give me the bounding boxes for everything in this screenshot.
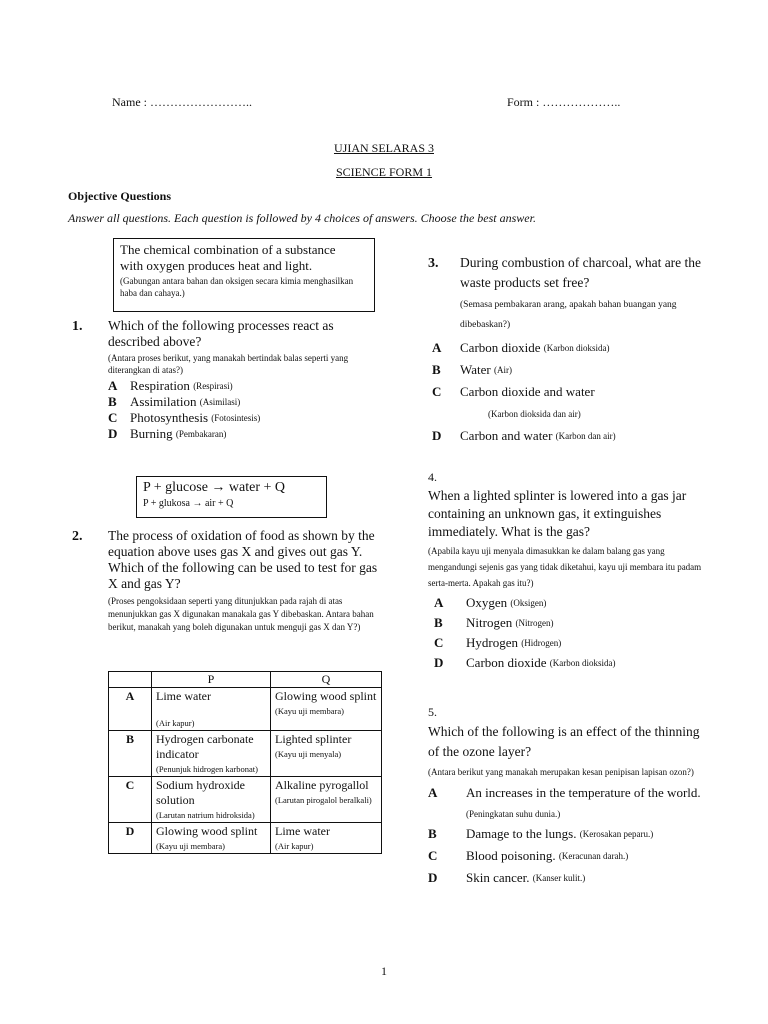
option-c[interactable] xyxy=(432,381,704,403)
option-malay: (Pembakaran) xyxy=(175,429,227,439)
table-row[interactable] xyxy=(109,731,382,777)
question-text: During combustion of charcoal, what are the waste products set free? xyxy=(460,255,702,290)
exam-subtitle: SCIENCE FORM 1 xyxy=(335,165,433,179)
table-row[interactable] xyxy=(109,823,382,854)
cell-p-malay: (Air kapur) xyxy=(156,718,195,728)
statement-line-2: with oxygen produces heat and light. xyxy=(120,258,313,273)
option-text: Skin cancer. xyxy=(466,870,530,885)
option-malay: (Respirasi) xyxy=(193,381,233,391)
option-text: Carbon dioxide xyxy=(460,340,541,355)
row-label: B xyxy=(109,731,152,777)
option-malay: (Kerosakan peparu.) xyxy=(579,829,654,839)
option-text: Hydrogen xyxy=(466,635,518,650)
option-text: Burning xyxy=(130,426,173,441)
option-letter: C xyxy=(434,635,444,650)
option-d[interactable] xyxy=(432,425,704,447)
answer-table xyxy=(108,671,382,854)
option-letter: C xyxy=(432,384,442,399)
cell-q-text: Lighted splinter xyxy=(275,732,352,746)
option-malay: (Air) xyxy=(493,365,512,375)
cell-p-malay: (Kayu uji membara) xyxy=(156,841,225,851)
option-malay: (Karbon dioksida) xyxy=(543,343,610,353)
cell-q-malay: (Kayu uji menyala) xyxy=(275,749,342,759)
option-text: Assimilation xyxy=(130,394,197,409)
option-malay: (Asimilasi) xyxy=(199,397,241,407)
option-c[interactable] xyxy=(108,410,382,426)
table-header-row xyxy=(109,672,382,688)
cell-p-text: Hydrogen carbonate indicator xyxy=(156,732,254,761)
question-malay: (Antara proses berikut, yang manakah bertindak balas seperti yang diterangkan di atas?) xyxy=(108,353,349,375)
option-b[interactable] xyxy=(428,823,710,845)
cell-q xyxy=(271,731,382,777)
question-1 xyxy=(72,318,382,442)
option-malay: (Kanser kulit.) xyxy=(532,873,586,883)
statement-box xyxy=(113,238,375,312)
option-a[interactable] xyxy=(434,593,708,613)
name-field-label: Name : …………………….. xyxy=(112,95,252,109)
exam-title: UJIAN SELARAS 3 xyxy=(333,141,434,155)
row-label: C xyxy=(109,777,152,823)
option-letter: C xyxy=(428,848,438,863)
question-malay: (Antara berikut yang manakah merupakan kesan penipisan lapisan ozon?) xyxy=(428,767,694,777)
option-text: Carbon and water xyxy=(460,428,553,443)
cell-q xyxy=(271,823,382,854)
option-malay: (Peningkatan suhu dunia.) xyxy=(466,809,561,819)
cell-p-malay: (Larutan natrium hidroksida) xyxy=(156,810,255,820)
option-malay: (Nitrogen) xyxy=(515,618,554,628)
cell-q-malay: (Kayu uji membara) xyxy=(275,706,344,716)
question-number: 5. xyxy=(428,705,437,719)
equation-malay: P + glukosa → air + Q xyxy=(143,498,234,509)
option-letter: D xyxy=(434,655,444,670)
cell-p-malay: (Penunjuk hidrogen karbonat) xyxy=(156,764,258,774)
table-row[interactable] xyxy=(109,688,382,731)
option-d[interactable] xyxy=(428,867,710,889)
option-letter: B xyxy=(434,615,443,630)
question-3 xyxy=(428,253,704,447)
row-label: A xyxy=(109,688,152,731)
option-text: Water xyxy=(460,362,491,377)
option-a[interactable] xyxy=(108,378,382,394)
row-label: D xyxy=(109,823,152,854)
cell-q-text: Glowing wood splint xyxy=(275,689,377,703)
section-heading: Objective Questions xyxy=(68,189,171,203)
question-malay: (Semasa pembakaran arang, apakah bahan buangan yang dibebaskan?) xyxy=(460,300,677,330)
question-5 xyxy=(428,705,710,889)
option-c[interactable] xyxy=(434,633,708,653)
option-letter: B xyxy=(428,826,437,841)
cell-p xyxy=(152,688,271,731)
option-letter: B xyxy=(432,362,441,377)
option-letter: A xyxy=(428,785,438,800)
option-text: Nitrogen xyxy=(466,615,513,630)
column-header-q: Q xyxy=(271,672,382,688)
option-text: Respiration xyxy=(130,378,190,393)
equation-box xyxy=(136,476,327,518)
option-malay: (Fotosintesis) xyxy=(211,413,261,423)
question-text: When a lighted splinter is lowered into a gas jar containing an unknown gas, it extinguishes immediately. What is the gas? xyxy=(428,488,687,539)
option-d[interactable] xyxy=(434,653,708,673)
option-letter: B xyxy=(108,394,117,409)
cell-p-text: Lime water xyxy=(156,689,211,703)
option-b[interactable] xyxy=(434,613,708,633)
column-header-p: P xyxy=(152,672,271,688)
page-number: 1 xyxy=(381,964,387,978)
cell-p-text: Sodium hydroxide solution xyxy=(156,778,245,807)
option-letter: D xyxy=(108,426,118,441)
option-d[interactable] xyxy=(108,426,382,442)
cell-q-malay: (Larutan pirogalol beralkali) xyxy=(275,795,372,805)
question-text: Which of the following processes react as described above? xyxy=(108,318,334,349)
question-number: 3. xyxy=(428,256,439,271)
question-malay: (Apabila kayu uji menyala dimasukkan ke dalam balang gas yang mengandungi sejenis gas yang tidak diketahui, kayu uji membara itu padam serta-merta. Apakah gas itu?) xyxy=(428,546,702,588)
cell-q-text: Lime water xyxy=(275,824,330,838)
question-number: 1. xyxy=(72,319,83,334)
equation: P + glucose → water + Q xyxy=(143,480,286,495)
option-letter: A xyxy=(108,378,118,393)
option-a[interactable] xyxy=(432,337,704,359)
cell-q-malay: (Air kapur) xyxy=(275,841,314,851)
question-text: Which of the following is an effect of the thinning of the ozone layer? xyxy=(428,724,700,759)
statement-malay: (Gabungan antara bahan dan oksigen secara kimia menghasilkan haba dan cahaya.) xyxy=(120,276,354,298)
cell-q-text: Alkaline pyrogallol xyxy=(275,778,369,792)
cell-q xyxy=(271,777,382,823)
option-malay: (Hidrogen) xyxy=(521,638,562,648)
cell-q xyxy=(271,688,382,731)
option-text: Photosynthesis xyxy=(130,410,209,425)
cell-p xyxy=(152,731,271,777)
option-text: Blood poisoning. xyxy=(466,848,556,863)
form-field-label: Form : ……………….. xyxy=(507,95,621,109)
option-letter: A xyxy=(432,340,442,355)
option-text: Damage to the lungs. xyxy=(466,826,577,841)
instructions: Answer all questions. Each question is followed by 4 choices of answers. Choose the best answer. xyxy=(68,211,536,225)
option-malay: (Keracunan darah.) xyxy=(558,851,629,861)
question-text: The process of oxidation of food as shown by the equation above uses gas X and gives out gas Y. Which of the following can be used to test for gas X and gas Y? xyxy=(108,528,378,591)
option-letter: D xyxy=(428,870,438,885)
option-malay: (Oksigen) xyxy=(510,598,547,608)
option-c-malay: (Karbon dioksida dan air) xyxy=(488,409,581,419)
option-text: Oxygen xyxy=(466,595,508,610)
question-number: 4. xyxy=(428,470,437,484)
cell-p xyxy=(152,823,271,854)
option-c[interactable] xyxy=(428,845,710,867)
cell-p-text: Glowing wood splint xyxy=(156,824,258,838)
option-malay: (Karbon dan air) xyxy=(555,431,616,441)
question-2 xyxy=(72,528,384,634)
option-b[interactable] xyxy=(108,394,382,410)
table-row[interactable] xyxy=(109,777,382,823)
question-4 xyxy=(428,470,708,673)
option-text: Carbon dioxide xyxy=(466,655,547,670)
option-letter: A xyxy=(434,595,444,610)
cell-p xyxy=(152,777,271,823)
question-number: 2. xyxy=(72,529,83,544)
option-a[interactable] xyxy=(428,783,710,823)
question-malay: (Proses pengoksidaan seperti yang ditunjukkan pada rajah di atas menunjukkan gas X digunakan manakala gas Y dibebaskan. Antara bahan berikut, manakah yang boleh digunakan untuk menguji gas X dan Y?) xyxy=(108,596,374,632)
statement-line-1: The chemical combination of a substance xyxy=(120,242,336,257)
option-text: Carbon dioxide and water xyxy=(460,384,595,399)
option-b[interactable] xyxy=(432,359,704,381)
option-letter: D xyxy=(432,428,442,443)
option-text: An increases in the temperature of the world. xyxy=(466,785,701,800)
option-letter: C xyxy=(108,410,118,425)
option-malay: (Karbon dioksida) xyxy=(549,658,616,668)
